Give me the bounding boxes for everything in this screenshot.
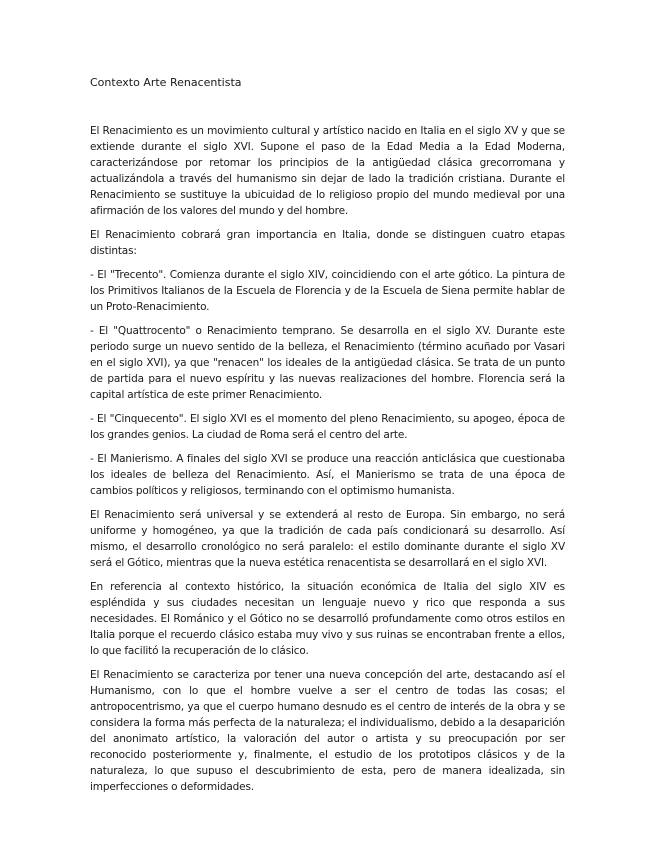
paragraph-cinquecento: - El "Cinquecento". El siglo XVI es el momento del pleno Renacimiento, su apogeo, época de los grandes genios. La ciudad de Roma será el centro del arte. — [90, 412, 565, 441]
paragraph-quattrocento: - El "Quattrocento" o Renacimiento temprano. Se desarrolla en el siglo XV. Durante este periodo surge un nuevo sentido de la belleza, el Renacimiento (término acuñado por Vasari en el siglo XVI), ya que "renacen" los ideales de la antigüedad clásica. Se trata de un punto de partida para el nuevo espíritu y las nuevas realizaciones del hombre. Florencia será la capital artística de este primer Renacimiento. — [90, 324, 565, 402]
document-title: Contexto Arte Renacentista — [90, 76, 242, 89]
document-body — [90, 123, 565, 803]
paragraph-stages-intro: El Renacimiento cobrará gran importancia en Italia, donde se distinguen cuatro etapas distintas: — [90, 229, 565, 258]
paragraph-intro: El Renacimiento es un movimiento cultural y artístico nacido en Italia en el siglo XV y que se extiende durante el siglo XVI. Supone el paso de la Edad Media a la Edad Moderna, caracterizándose por retomar los principios de la antigüedad clásica grecorromana y actualizándola a través del humanismo sin dejar de lado la tradición cristiana. Durante el Renacimiento se sustituye la ubicuidad de lo religioso propio del mundo medieval por una afirmación de los valores del mundo y del hombre. — [90, 125, 565, 218]
paragraph-universal: El Renacimiento será universal y se extenderá al resto de Europa. Sin embargo, no será uniforme y homogéneo, ya que la tradición de cada país condicionará su desarrollo. Así mismo, el desarrollo cronológico no será paralelo: el estilo dominante durante el siglo XV será el Gótico, mientras que la nueva estética renacentista se desarrollará en el siglo XVI. — [90, 508, 565, 569]
paragraph-trecento: - El "Trecento". Comienza durante el siglo XIV, coincidiendo con el arte gótico. La pintura de los Primitivos Italianos de la Escuela de Florencia y de la Escuela de Siena permite hablar de un Proto-Renacimiento. — [90, 268, 565, 314]
paragraph-characteristics: El Renacimiento se caracteriza por tener una nueva concepción del arte, destacando así el Humanismo, con lo que el hombre vuelve a ser el centro de todas las cosas; el antropocentrismo, ya que el cuerpo humano desnudo es el centro de interés de la obra y se considera la forma más perfecta de la naturaleza; el individualismo, debido a la desaparición del anonimato artístico, la valoración del autor o artista y su preocupación por ser reconocido posteriormente y, finalmente, el estudio de los prototipos clásicos y de la naturaleza, lo que supuso el descubrimiento de esta, pero de manera idealizada, sin imperfecciones o deformidades. — [90, 668, 565, 794]
paragraph-manierismo: - El Manierismo. A finales del siglo XVI se produce una reacción anticlásica que cuestionaba los ideales de belleza del Renacimiento. Así, el Manierismo se trata de una época de cambios políticos y religiosos, terminando con el optimismo humanista. — [90, 452, 565, 497]
paragraph-historical-context: En referencia al contexto histórico, la situación económica de Italia del siglo XIV es espléndida y sus ciudades necesitan un lenguaje nuevo y rico que responda a sus necesidades. El Románico y el Gótico no se desarrolló profundamente como otros estilos en Italia porque el recuerdo clásico estaba muy vivo y sus ruinas se encontraban frente a ellos, lo que facilitó la recuperación de lo clásico. — [90, 580, 565, 657]
